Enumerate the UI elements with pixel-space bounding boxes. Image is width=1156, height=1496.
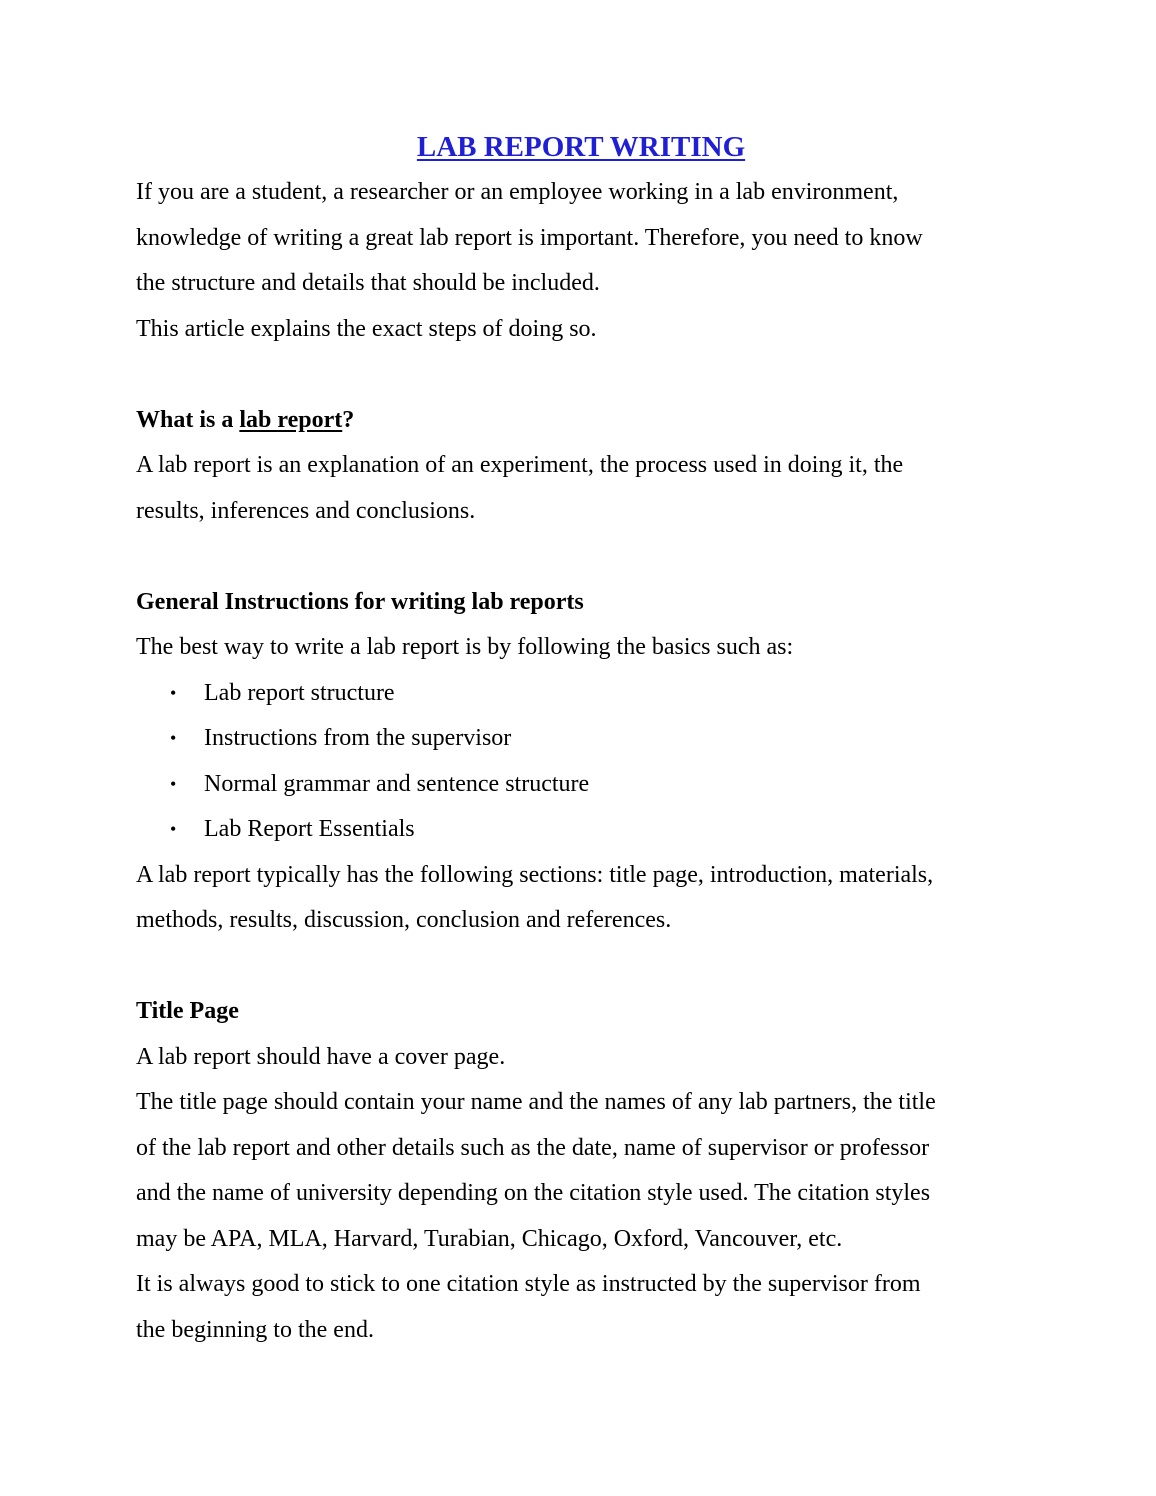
bullet-list	[136, 671, 1026, 853]
body-line: It is always good to stick to one citation style as instructed by the supervisor from	[136, 1271, 921, 1297]
body-line: The best way to write a lab report is by following the basics such as:	[136, 634, 794, 660]
body-line: A lab report should have a cover page.	[136, 1043, 506, 1070]
body-line: A lab report typically has the following sections: title page, introduction, materials,	[136, 861, 934, 888]
intro-line: the structure and details that should be included.	[136, 270, 600, 296]
section-spacer	[136, 534, 1026, 580]
document-page	[136, 126, 1026, 1353]
body-line: methods, results, discussion, conclusion and references.	[136, 907, 672, 933]
body-line: of the lab report and other details such as the date, name of supervisor or professor	[136, 1134, 930, 1161]
body-line: results, inferences and conclusions.	[136, 497, 476, 524]
bullet-icon: •	[170, 682, 177, 703]
heading-suffix: ?	[342, 406, 355, 433]
body-line: the beginning to the end.	[136, 1316, 374, 1343]
section-heading-title-page: Title Page	[136, 998, 239, 1024]
section-spacer	[136, 352, 1026, 398]
page-title	[136, 126, 1026, 168]
list-item	[136, 671, 1026, 717]
bullet-icon: •	[170, 773, 177, 794]
list-item-text: Lab report structure	[204, 679, 395, 706]
list-item	[136, 762, 1026, 808]
list-item	[136, 807, 1026, 853]
lab-report-link[interactable]: lab report	[239, 406, 343, 433]
bullet-icon: •	[170, 728, 177, 748]
list-item	[136, 716, 1026, 762]
body-line: may be APA, MLA, Harvard, Turabian, Chicago, Oxford, Vancouver, etc.	[136, 1225, 843, 1252]
list-item-text: Normal grammar and sentence structure	[204, 770, 590, 797]
intro-line: If you are a student, a researcher or an employee working in a lab environment,	[136, 179, 899, 205]
intro-line: This article explains the exact steps of doing so.	[136, 315, 597, 342]
section-heading-general: General Instructions for writing lab reports	[136, 588, 584, 615]
section-heading-what-is	[136, 398, 1026, 444]
body-line: A lab report is an explanation of an experiment, the process used in doing it, the	[136, 452, 904, 478]
title-link[interactable]: LAB REPORT WRITING	[416, 131, 746, 163]
list-item-text: Lab Report Essentials	[204, 816, 415, 842]
intro-line: knowledge of writing a great lab report is important. Therefore, you need to know	[136, 224, 923, 251]
body-line: and the name of university depending on the citation style used. The citation styles	[136, 1180, 931, 1206]
list-item-text: Instructions from the supervisor	[204, 725, 512, 751]
heading-prefix: What is a	[136, 406, 240, 433]
section-spacer	[136, 944, 1026, 990]
body-line: The title page should contain your name and the names of any lab partners, the title	[136, 1089, 936, 1115]
bullet-icon: •	[170, 819, 177, 839]
